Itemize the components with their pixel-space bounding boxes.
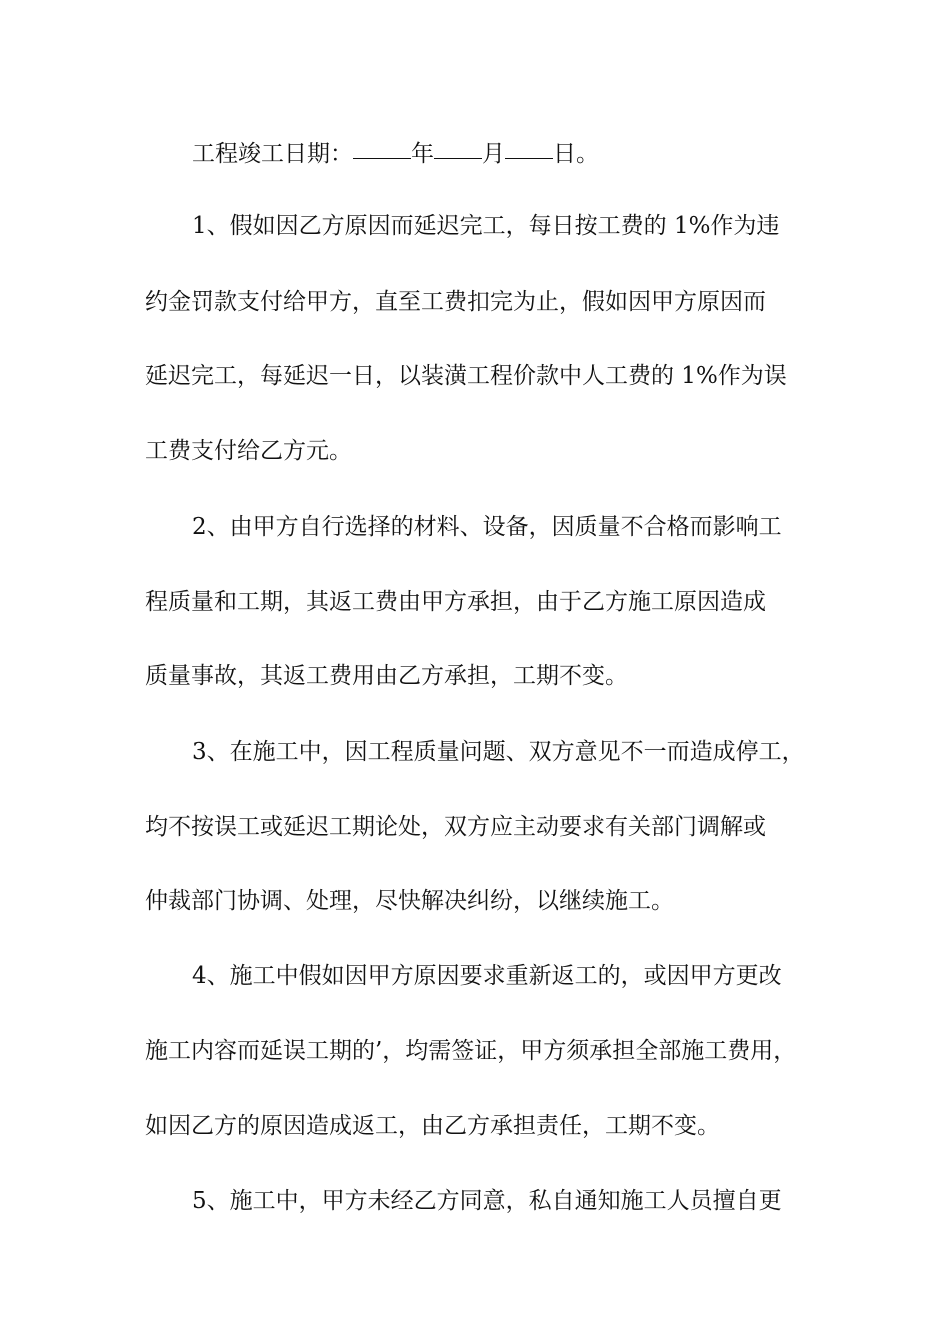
month-label: 月 bbox=[482, 141, 505, 167]
clause-3-line-3: 仲裁部门协调、处理，尽快解决纠纷，以继续施工。 bbox=[145, 888, 674, 914]
year-blank bbox=[353, 136, 411, 159]
clause-2-line-3: 质量事故，其返工费用由乙方承担，工期不变。 bbox=[145, 663, 628, 689]
month-blank bbox=[434, 136, 482, 159]
day-blank bbox=[505, 136, 553, 159]
clause-2-line-1: 2、由甲方自行选择的材料、设备，因质量不合格而影响工 bbox=[192, 514, 782, 540]
date-label: 工程竣工日期： bbox=[192, 141, 353, 167]
clause-4-line-1: 4、施工中假如因甲方原因要求重新返工的，或因甲方更改 bbox=[192, 963, 782, 989]
clause-1-line-3: 延迟完工，每延迟一日，以装潢工程价款中人工费的 1%作为误 bbox=[145, 363, 787, 389]
day-label: 日。 bbox=[553, 141, 599, 167]
clause-5-line-1: 5、施工中，甲方未经乙方同意，私自通知施工人员擅自更 bbox=[192, 1188, 782, 1214]
clause-1-line-1: 1、假如因乙方原因而延迟完工，每日按工费的 1%作为违 bbox=[192, 213, 780, 239]
completion-date-line bbox=[192, 134, 825, 174]
clause-2-line-2: 程质量和工期，其返工费由甲方承担，由于乙方施工原因造成 bbox=[145, 589, 766, 615]
clause-1-line-4: 工费支付给乙方元。 bbox=[145, 438, 352, 464]
clause-4-line-2: 施工内容而延误工期的’，均需签证，甲方须承担全部施工费用， bbox=[145, 1038, 797, 1064]
clause-4-line-3: 如因乙方的原因造成返工，由乙方承担责任，工期不变。 bbox=[145, 1113, 720, 1139]
clause-3-line-1: 3、在施工中，因工程质量问题、双方意见不一而造成停工， bbox=[192, 739, 805, 765]
year-label: 年 bbox=[411, 141, 434, 167]
clause-1-line-2: 约金罚款支付给甲方，直至工费扣完为止，假如因甲方原因而 bbox=[145, 289, 766, 315]
clause-3-line-2: 均不按误工或延迟工期论处，双方应主动要求有关部门调解或 bbox=[145, 814, 766, 840]
